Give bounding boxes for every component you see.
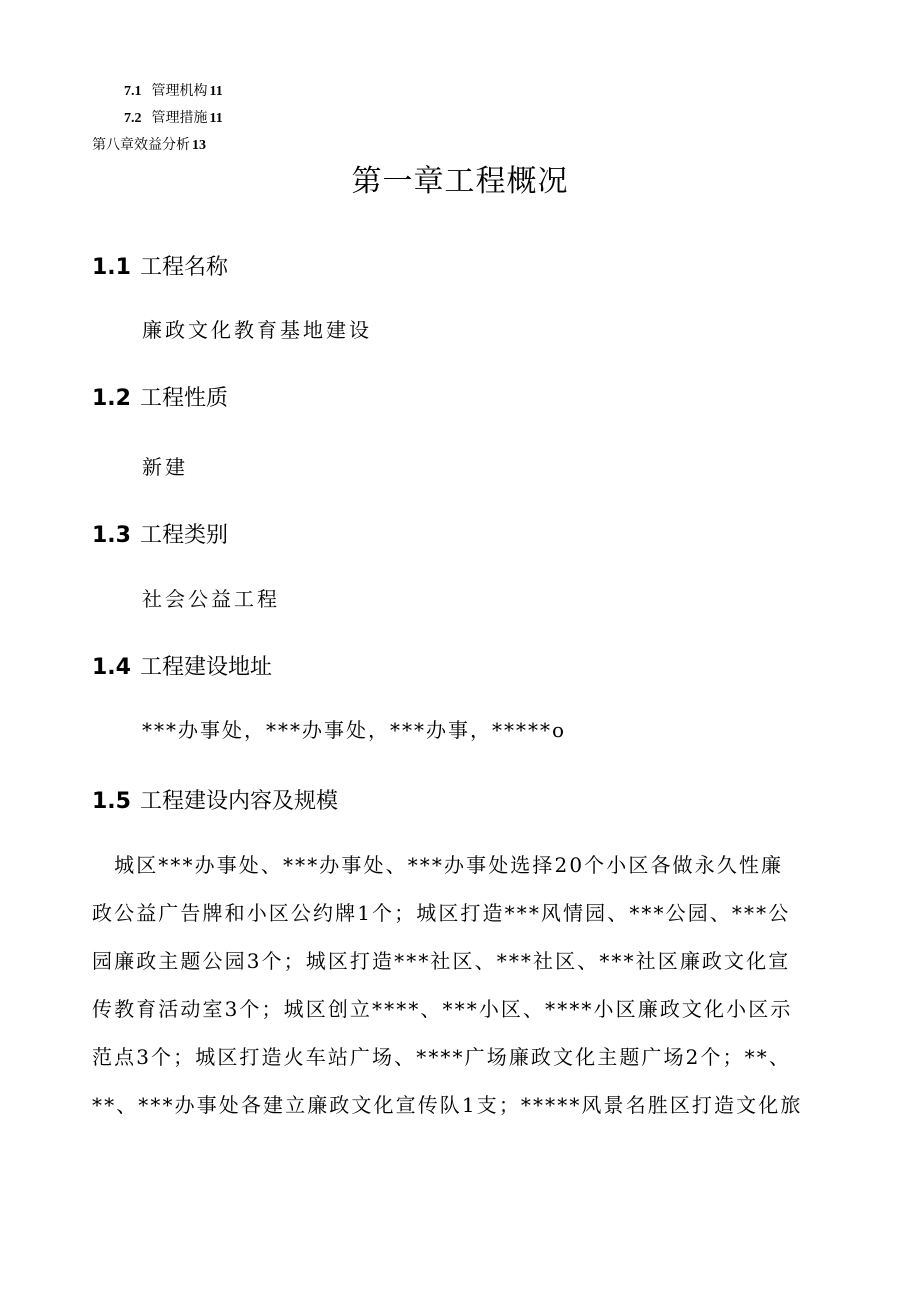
section-title: 工程建设地址 <box>140 655 273 680</box>
toc-entry-7-2 <box>124 110 223 128</box>
section-body-1-4: ***办事处，***办事处，***办事，*****o <box>142 718 567 742</box>
section-number: 1.4 <box>92 655 131 680</box>
toc-entry-title: 第八章效益分析 <box>92 138 190 153</box>
section-number: 1.3 <box>92 523 131 548</box>
toc-entry-chapter-8 <box>92 137 206 155</box>
toc-entry-number: 7.1 <box>124 84 142 99</box>
paragraph-line: **、***办事处各建立廉政文化宣传队1支；*****风景名胜区打造文化旅 <box>92 1093 803 1117</box>
section-title: 工程类别 <box>140 523 229 548</box>
toc-entry-title: 管理措施 <box>151 111 208 126</box>
toc-entry-number: 7.2 <box>124 111 142 126</box>
section-number: 1.1 <box>92 255 131 280</box>
section-body-1-2: 新建 <box>142 455 188 479</box>
section-body-1-3: 社会公益工程 <box>142 587 280 611</box>
section-title: 工程性质 <box>140 386 229 411</box>
section-heading-1-4 <box>92 653 852 683</box>
section-number: 1.2 <box>92 386 131 411</box>
paragraph-line: 园廉政主题公园3个；城区打造***社区、***社区、***社区廉政文化宣 <box>92 949 791 973</box>
paragraph-line: 范点3个；城区打造火车站广场、****广场廉政文化主题广场2个；**、 <box>92 1045 791 1069</box>
toc-entry-page: 11 <box>209 84 223 99</box>
toc-entry-page: 13 <box>192 138 206 153</box>
section-heading-1-3 <box>92 521 852 551</box>
section-body-1-5 <box>92 841 844 1129</box>
section-heading-1-1 <box>92 253 852 283</box>
toc-entry-title: 管理机构 <box>151 84 208 99</box>
section-heading-1-2 <box>92 384 852 414</box>
chapter-title: 第一章工程概况 <box>351 164 569 199</box>
paragraph-line: 政公益广告牌和小区公约牌1个；城区打造***风情园、***公园、***公 <box>92 901 791 925</box>
section-number: 1.5 <box>92 789 131 814</box>
section-body-1-1: 廉政文化教育基地建设 <box>142 318 372 342</box>
section-title: 工程名称 <box>140 255 229 280</box>
paragraph-line: 城区***办事处、***办事处、***办事处选择20个小区各做永久性廉 <box>92 853 784 877</box>
section-title: 工程建设内容及规模 <box>140 789 339 814</box>
section-heading-1-5 <box>92 787 852 817</box>
toc-entry-page: 11 <box>209 111 223 126</box>
toc-entry-7-1 <box>124 83 223 101</box>
paragraph-line: 传教育活动室3个；城区创立****、***小区、****小区廉政文化小区示 <box>92 997 793 1021</box>
